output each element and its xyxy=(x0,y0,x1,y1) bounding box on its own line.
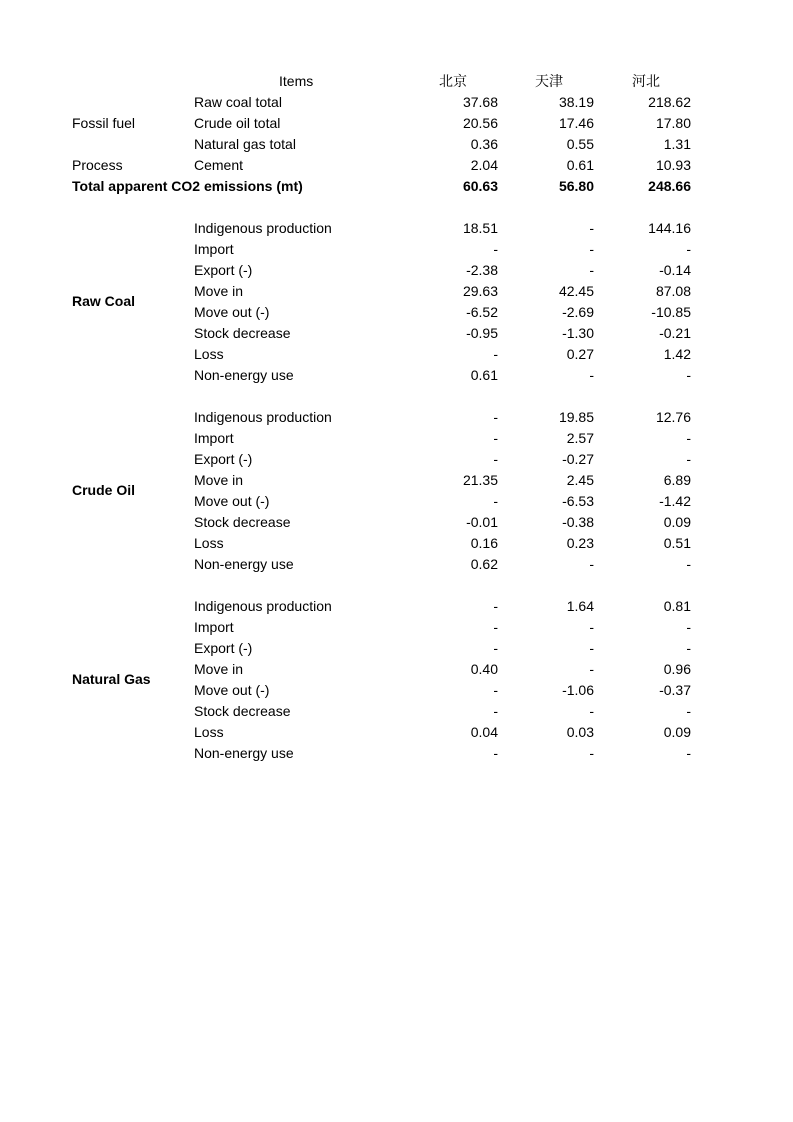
item-label: Loss xyxy=(194,346,224,362)
spreadsheet xyxy=(72,71,712,764)
value-cell: - xyxy=(589,262,594,278)
value-cell: 0.04 xyxy=(470,724,498,740)
item-label: Stock decrease xyxy=(194,325,291,341)
item-label: Indigenous production xyxy=(194,220,332,236)
table-row xyxy=(72,155,712,176)
value-cell: - xyxy=(589,640,594,656)
value-cell: -0.27 xyxy=(562,451,594,467)
value-cell: 0.55 xyxy=(566,136,594,152)
item-label: Natural gas total xyxy=(194,136,296,152)
value-cell: - xyxy=(686,556,691,572)
value-cell: 87.08 xyxy=(655,283,691,299)
item-label: Move out (-) xyxy=(194,493,270,509)
item-label: Export (-) xyxy=(194,262,253,278)
table-row xyxy=(72,701,712,722)
table-row xyxy=(72,554,712,575)
total-row xyxy=(72,176,712,197)
value-cell: - xyxy=(686,640,691,656)
item-label: Indigenous production xyxy=(194,598,332,614)
value-cell: - xyxy=(493,346,498,362)
value-cell: - xyxy=(686,241,691,257)
table-row xyxy=(72,239,712,260)
value-cell: - xyxy=(493,451,498,467)
value-cell: 21.35 xyxy=(462,472,498,488)
item-label: Crude oil total xyxy=(194,115,281,131)
value-cell: - xyxy=(493,241,498,257)
value-cell: 20.56 xyxy=(462,115,498,131)
value-cell: 0.09 xyxy=(663,514,691,530)
group-label: Natural Gas xyxy=(72,671,151,687)
table-row xyxy=(72,596,712,617)
table-row xyxy=(72,449,712,470)
group-section xyxy=(72,407,712,575)
table-row xyxy=(72,722,712,743)
group-label: Raw Coal xyxy=(72,293,136,309)
value-cell: -10.85 xyxy=(651,304,691,320)
item-label: Stock decrease xyxy=(194,514,291,530)
total-value: 60.63 xyxy=(462,178,498,194)
category-label: Process xyxy=(72,157,123,173)
value-cell: 1.64 xyxy=(566,598,594,614)
spacer-row xyxy=(72,386,712,407)
header-col-2: 天津 xyxy=(535,73,563,89)
value-cell: -0.95 xyxy=(466,325,498,341)
value-cell: 0.51 xyxy=(663,535,691,551)
total-value: 56.80 xyxy=(558,178,594,194)
value-cell: -0.37 xyxy=(659,682,691,698)
table-row xyxy=(72,680,712,701)
value-cell: 0.40 xyxy=(470,661,498,677)
spacer-row xyxy=(72,575,712,596)
value-cell: 42.45 xyxy=(558,283,594,299)
total-label: Total apparent CO2 emissions (mt) xyxy=(72,178,303,194)
value-cell: 37.68 xyxy=(462,94,498,110)
value-cell: - xyxy=(493,745,498,761)
item-label: Non-energy use xyxy=(194,745,294,761)
value-cell: 17.80 xyxy=(655,115,691,131)
item-label: Import xyxy=(194,619,234,635)
table-row xyxy=(72,218,712,239)
table-row xyxy=(72,113,712,134)
value-cell: -2.38 xyxy=(466,262,498,278)
value-cell: 0.36 xyxy=(470,136,498,152)
value-cell: - xyxy=(589,556,594,572)
value-cell: 2.45 xyxy=(566,472,594,488)
table-row xyxy=(72,365,712,386)
spacer-row xyxy=(72,197,712,218)
table-row xyxy=(72,428,712,449)
value-cell: 0.27 xyxy=(566,346,594,362)
value-cell: - xyxy=(589,367,594,383)
item-label: Move in xyxy=(194,661,244,677)
item-label: Export (-) xyxy=(194,640,253,656)
table-row xyxy=(72,638,712,659)
value-cell: 0.23 xyxy=(566,535,594,551)
value-cell: 0.61 xyxy=(566,157,594,173)
item-label: Loss xyxy=(194,724,224,740)
item-label: Indigenous production xyxy=(194,409,332,425)
item-label: Non-energy use xyxy=(194,556,294,572)
value-cell: 2.04 xyxy=(470,157,498,173)
value-cell: -6.52 xyxy=(466,304,498,320)
item-label: Loss xyxy=(194,535,224,551)
value-cell: - xyxy=(493,640,498,656)
value-cell: - xyxy=(686,619,691,635)
value-cell: - xyxy=(589,661,594,677)
item-label: Move in xyxy=(194,472,244,488)
value-cell: 0.16 xyxy=(470,535,498,551)
value-cell: 10.93 xyxy=(655,157,691,173)
table-row xyxy=(72,407,712,428)
value-cell: 1.31 xyxy=(663,136,691,152)
value-cell: - xyxy=(493,619,498,635)
value-cell: -2.69 xyxy=(562,304,594,320)
header-row xyxy=(72,71,712,92)
fuel-groups xyxy=(72,218,712,764)
header-col-3: 河北 xyxy=(632,73,660,89)
table-row xyxy=(72,134,712,155)
value-cell: 2.57 xyxy=(566,430,594,446)
value-cell: -1.42 xyxy=(659,493,691,509)
value-cell: -0.38 xyxy=(562,514,594,530)
table-row xyxy=(72,659,712,680)
value-cell: - xyxy=(589,745,594,761)
item-label: Raw coal total xyxy=(194,94,282,110)
value-cell: 0.03 xyxy=(566,724,594,740)
group-label: Crude Oil xyxy=(72,482,136,498)
table-row xyxy=(72,92,712,113)
item-label: Export (-) xyxy=(194,451,253,467)
value-cell: - xyxy=(493,703,498,719)
table-row xyxy=(72,491,712,512)
value-cell: 144.16 xyxy=(648,220,691,236)
item-label: Import xyxy=(194,241,234,257)
value-cell: 0.96 xyxy=(663,661,691,677)
header-items: Items xyxy=(279,73,314,89)
value-cell: 1.42 xyxy=(663,346,691,362)
value-cell: -0.14 xyxy=(659,262,691,278)
table-row xyxy=(72,260,712,281)
item-label: Move in xyxy=(194,283,244,299)
table-row xyxy=(72,344,712,365)
value-cell: -0.21 xyxy=(659,325,691,341)
value-cell: 38.19 xyxy=(558,94,594,110)
value-cell: 19.85 xyxy=(558,409,594,425)
value-cell: 0.81 xyxy=(663,598,691,614)
value-cell: - xyxy=(589,241,594,257)
table-row xyxy=(72,470,712,491)
value-cell: - xyxy=(686,745,691,761)
value-cell: - xyxy=(686,367,691,383)
value-cell: - xyxy=(686,703,691,719)
value-cell: 18.51 xyxy=(462,220,498,236)
value-cell: - xyxy=(686,430,691,446)
item-label: Non-energy use xyxy=(194,367,294,383)
value-cell: 29.63 xyxy=(462,283,498,299)
item-label: Move out (-) xyxy=(194,682,270,698)
table-row xyxy=(72,512,712,533)
value-cell: - xyxy=(589,619,594,635)
header-col-1: 北京 xyxy=(439,73,467,89)
value-cell: 218.62 xyxy=(648,94,691,110)
value-cell: -1.30 xyxy=(562,325,594,341)
value-cell: - xyxy=(493,682,498,698)
value-cell: 0.09 xyxy=(663,724,691,740)
table-row xyxy=(72,281,712,302)
table-row xyxy=(72,323,712,344)
value-cell: -1.06 xyxy=(562,682,594,698)
value-cell: -6.53 xyxy=(562,493,594,509)
value-cell: - xyxy=(493,409,498,425)
table-row xyxy=(72,617,712,638)
item-label: Cement xyxy=(194,157,244,173)
group-section xyxy=(72,218,712,386)
table-row xyxy=(72,533,712,554)
value-cell: 0.62 xyxy=(470,556,498,572)
value-cell: 17.46 xyxy=(558,115,594,131)
total-value: 248.66 xyxy=(648,178,691,194)
value-cell: - xyxy=(686,451,691,467)
table-row xyxy=(72,743,712,764)
value-cell: -0.01 xyxy=(466,514,498,530)
value-cell: 12.76 xyxy=(655,409,691,425)
group-section xyxy=(72,596,712,764)
value-cell: - xyxy=(589,220,594,236)
value-cell: - xyxy=(589,703,594,719)
value-cell: 6.89 xyxy=(663,472,691,488)
value-cell: - xyxy=(493,598,498,614)
table-row xyxy=(72,302,712,323)
item-label: Stock decrease xyxy=(194,703,291,719)
value-cell: 0.61 xyxy=(470,367,498,383)
value-cell: - xyxy=(493,493,498,509)
value-cell: - xyxy=(493,430,498,446)
category-label: Fossil fuel xyxy=(72,115,136,131)
item-label: Import xyxy=(194,430,234,446)
item-label: Move out (-) xyxy=(194,304,270,320)
